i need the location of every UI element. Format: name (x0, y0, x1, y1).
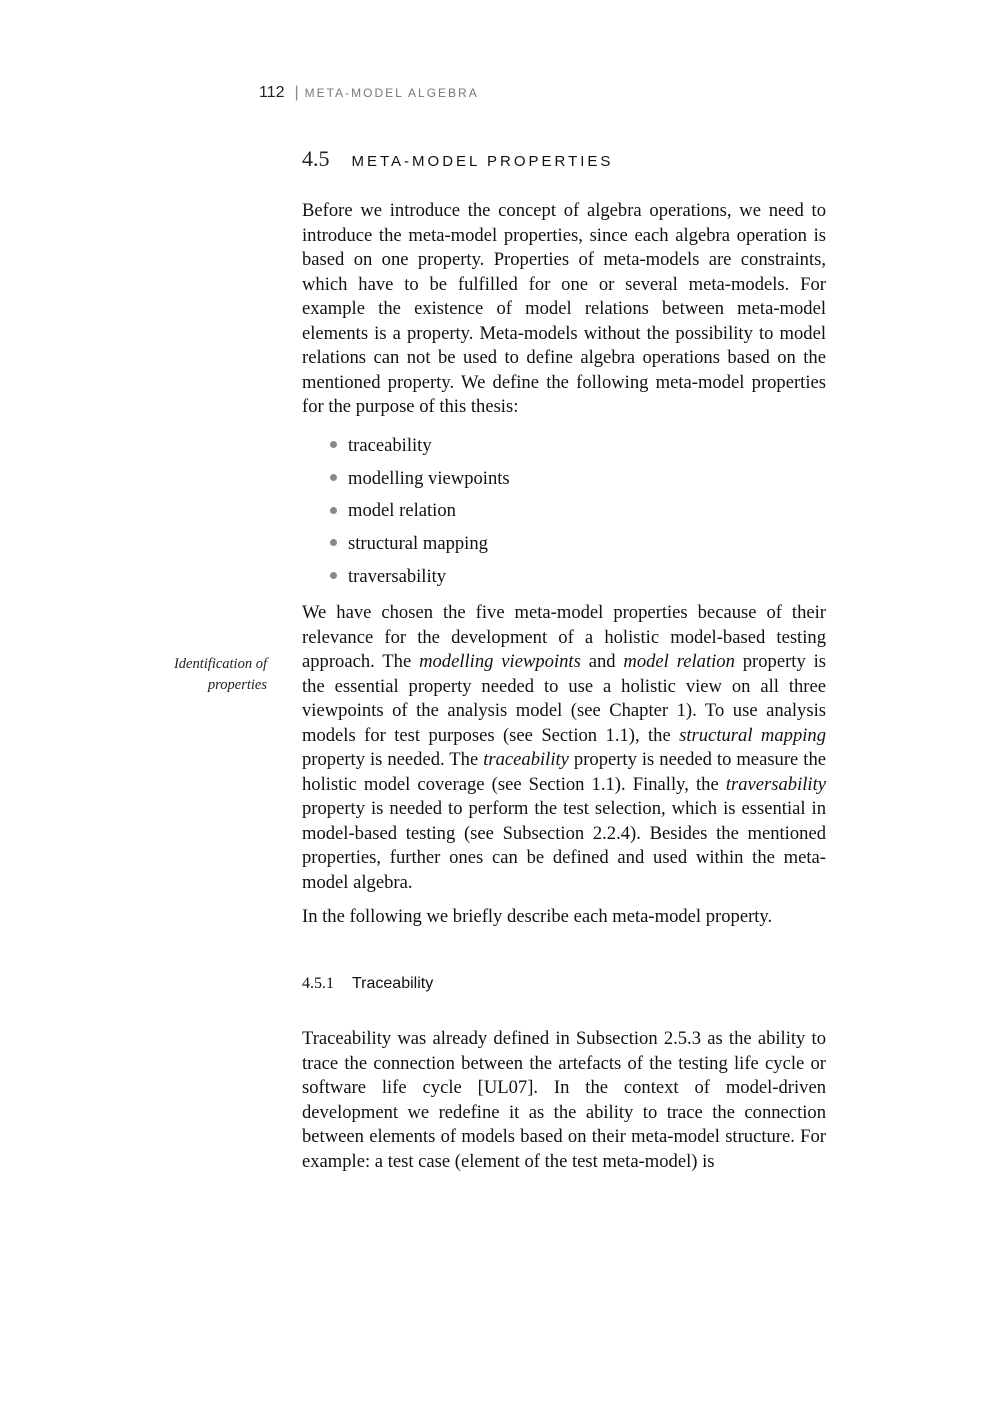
running-header (259, 84, 479, 102)
list-item (330, 432, 510, 465)
emphasis: modelling viewpoints (419, 651, 581, 672)
list-item (330, 530, 510, 563)
subsection-heading (302, 975, 433, 993)
subsection-number: 4.5.1 (302, 975, 334, 992)
properties-list (330, 432, 510, 595)
header-separator: | (294, 84, 299, 101)
bullet-icon (330, 441, 337, 448)
section-number: 4.5 (302, 146, 330, 171)
section-title: META-MODEL PROPERTIES (351, 153, 614, 170)
emphasis: model relation (623, 651, 735, 672)
section-heading (302, 146, 613, 172)
paragraph-text: In the following we briefly describe each meta-model property. (302, 906, 773, 927)
traceability-paragraph (302, 1027, 826, 1174)
emphasis: structural mapping (679, 724, 826, 746)
intro-paragraph (302, 199, 826, 420)
bullet-icon (330, 539, 337, 546)
list-item (330, 497, 510, 530)
text-run: property is needed to perform the test selection, which is essential in model-based testing (see Subsection 2.2.4). Besides the mentioned properties, further ones can be defined and used within the meta-model algebra. (302, 798, 826, 893)
bullet-icon (330, 507, 337, 514)
list-item-label: model relation (348, 500, 456, 522)
running-title: META-MODEL ALGEBRA (304, 86, 479, 100)
emphasis: traceability (483, 749, 569, 770)
text-run: and (580, 651, 624, 672)
text-run: We have chosen the five meta-model properties because of their relevance for the development of a holistic model-based testing approach. The (302, 602, 826, 672)
list-item-label: structural mapping (348, 533, 488, 555)
list-item-label: modelling viewpoints (348, 467, 510, 489)
list-item (330, 465, 510, 498)
paragraph-text: Traceability was already defined in Subsection 2.5.3 as the ability to trace the connection between the artefacts of the testing life cycle or software life cycle [UL07]. In the context of model-driven development we redefine it as the ability to trace the connection between elements of models based on their meta-model structure. For example: a test case (element of the test meta-model) is (302, 1028, 826, 1172)
margin-note: Identification of properties (173, 656, 267, 693)
bullet-icon (330, 474, 337, 481)
rationale-paragraph (302, 601, 826, 895)
page-number: 112 (259, 84, 285, 101)
emphasis: traversability (725, 773, 826, 795)
paragraph-text: Before we introduce the concept of algebra operations, we need to introduce the meta-model properties, since each algebra operation is based on one property. Properties of meta-models are constraints, which have to be fulfilled for one or several meta-models. For example the existence of model relations between meta-model elements is a property. Meta-models without the possibility to model relations can not be used to define algebra operations based on the mentioned property. We define the following meta-model properties for the purpose of this thesis: (302, 200, 826, 417)
list-item-label: traceability (348, 435, 432, 456)
text-run: property is the essential property needed to use a holistic view on all three viewpoints of the analysis model (see Chapter 1). To use analysis models for test purposes (see Section 1.1), the (302, 651, 826, 746)
list-item (330, 563, 510, 596)
text-run: property is needed to measure the holistic model coverage (see Section 1.1). Finally, the (302, 749, 826, 795)
list-item-label: traversability (348, 565, 447, 587)
paragraph-text (302, 601, 826, 895)
transition-paragraph (302, 905, 826, 930)
text-run: property is needed. The (302, 749, 484, 770)
subsection-title: Traceability (352, 975, 434, 992)
bullet-icon (330, 572, 337, 579)
